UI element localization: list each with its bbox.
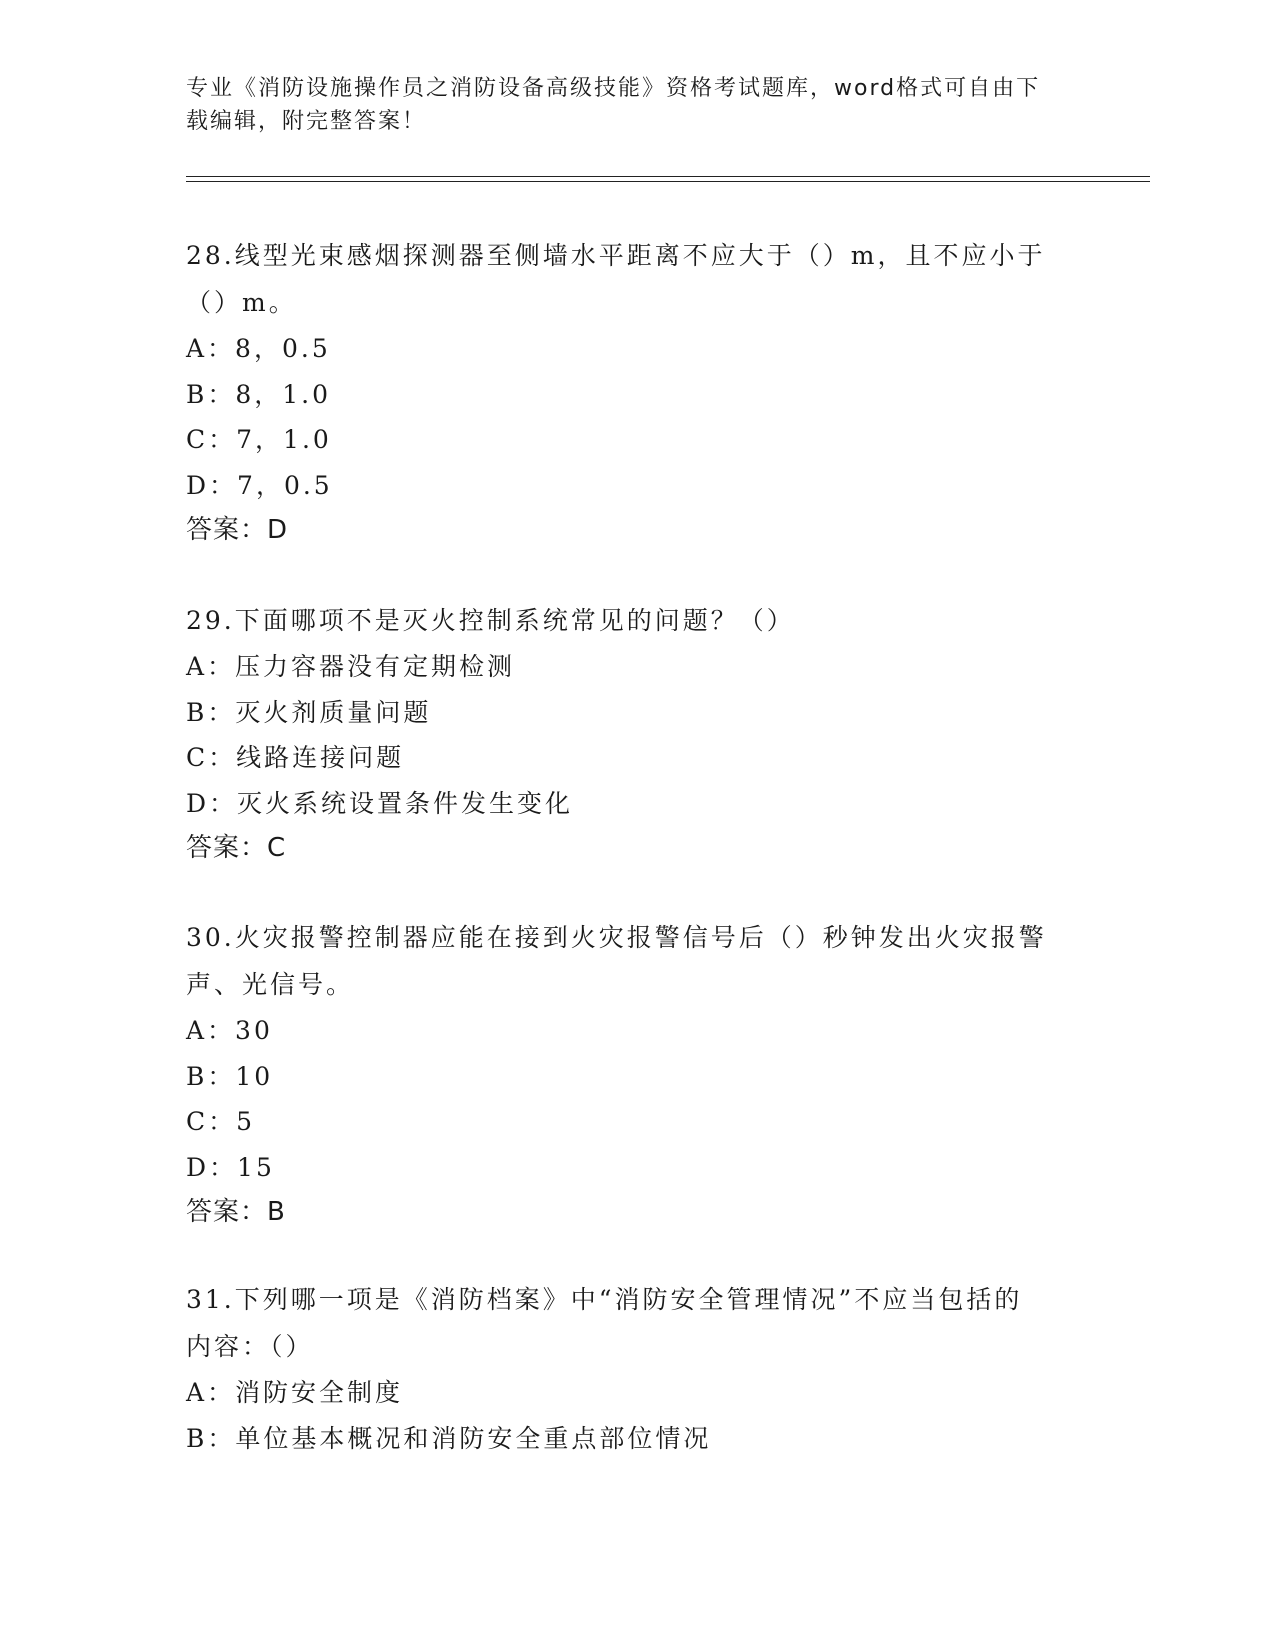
question-stem: 29.下面哪项不是灭火控制系统常见的问题？（） [186, 606, 795, 635]
header-divider-bottom [186, 181, 1150, 182]
option-d: D：7，0.5 [186, 470, 333, 500]
option-c: C：7，1.0 [186, 425, 332, 454]
question-stem-continued: 声、光信号。 [186, 970, 355, 999]
option-a: A：8，0.5 [186, 334, 331, 363]
option-c: C：线路连接问题 [186, 743, 405, 772]
question-28 [186, 232, 1076, 554]
question-stem: 28.线型光束感烟探测器至侧墙水平距离不应大于（）m，且不应小于 [186, 241, 1046, 270]
option-b: B：10 [186, 1061, 274, 1091]
question-29 [186, 597, 1076, 872]
question-stem: 31.下列哪一项是《消防档案》中“消防安全管理情况”不应当包括的 [186, 1285, 1023, 1314]
option-b: B：单位基本概况和消防安全重点部位情况 [186, 1423, 712, 1453]
question-stem-continued: （）m。 [186, 288, 297, 317]
option-a: A：消防安全制度 [186, 1378, 404, 1407]
header-divider-top [186, 176, 1150, 177]
document-header [186, 72, 1066, 138]
option-c: C：5 [186, 1107, 256, 1136]
header-line-1: 专业《消防设施操作员之消防设备高级技能》资格考试题库，word格式可自由下 [186, 76, 1041, 101]
option-d: D：15 [186, 1152, 275, 1182]
option-a: A：压力容器没有定期检测 [186, 652, 516, 681]
question-stem-continued: 内容：（） [186, 1332, 314, 1361]
answer: 答案：D [186, 515, 289, 545]
question-stem: 30.火灾报警控制器应能在接到火灾报警信号后（）秒钟发出火灾报警 [186, 923, 1047, 952]
answer: 答案：B [186, 1197, 286, 1227]
option-d: D：灭火系统设置条件发生变化 [186, 788, 574, 818]
answer: 答案：C [186, 833, 287, 863]
option-b: B：8，1.0 [186, 379, 332, 409]
question-31 [186, 1276, 1076, 1461]
question-30 [186, 914, 1076, 1236]
header-line-2: 载编辑，附完整答案！ [186, 109, 427, 134]
option-a: A：30 [186, 1016, 273, 1045]
option-b: B：灭火剂质量问题 [186, 697, 432, 727]
